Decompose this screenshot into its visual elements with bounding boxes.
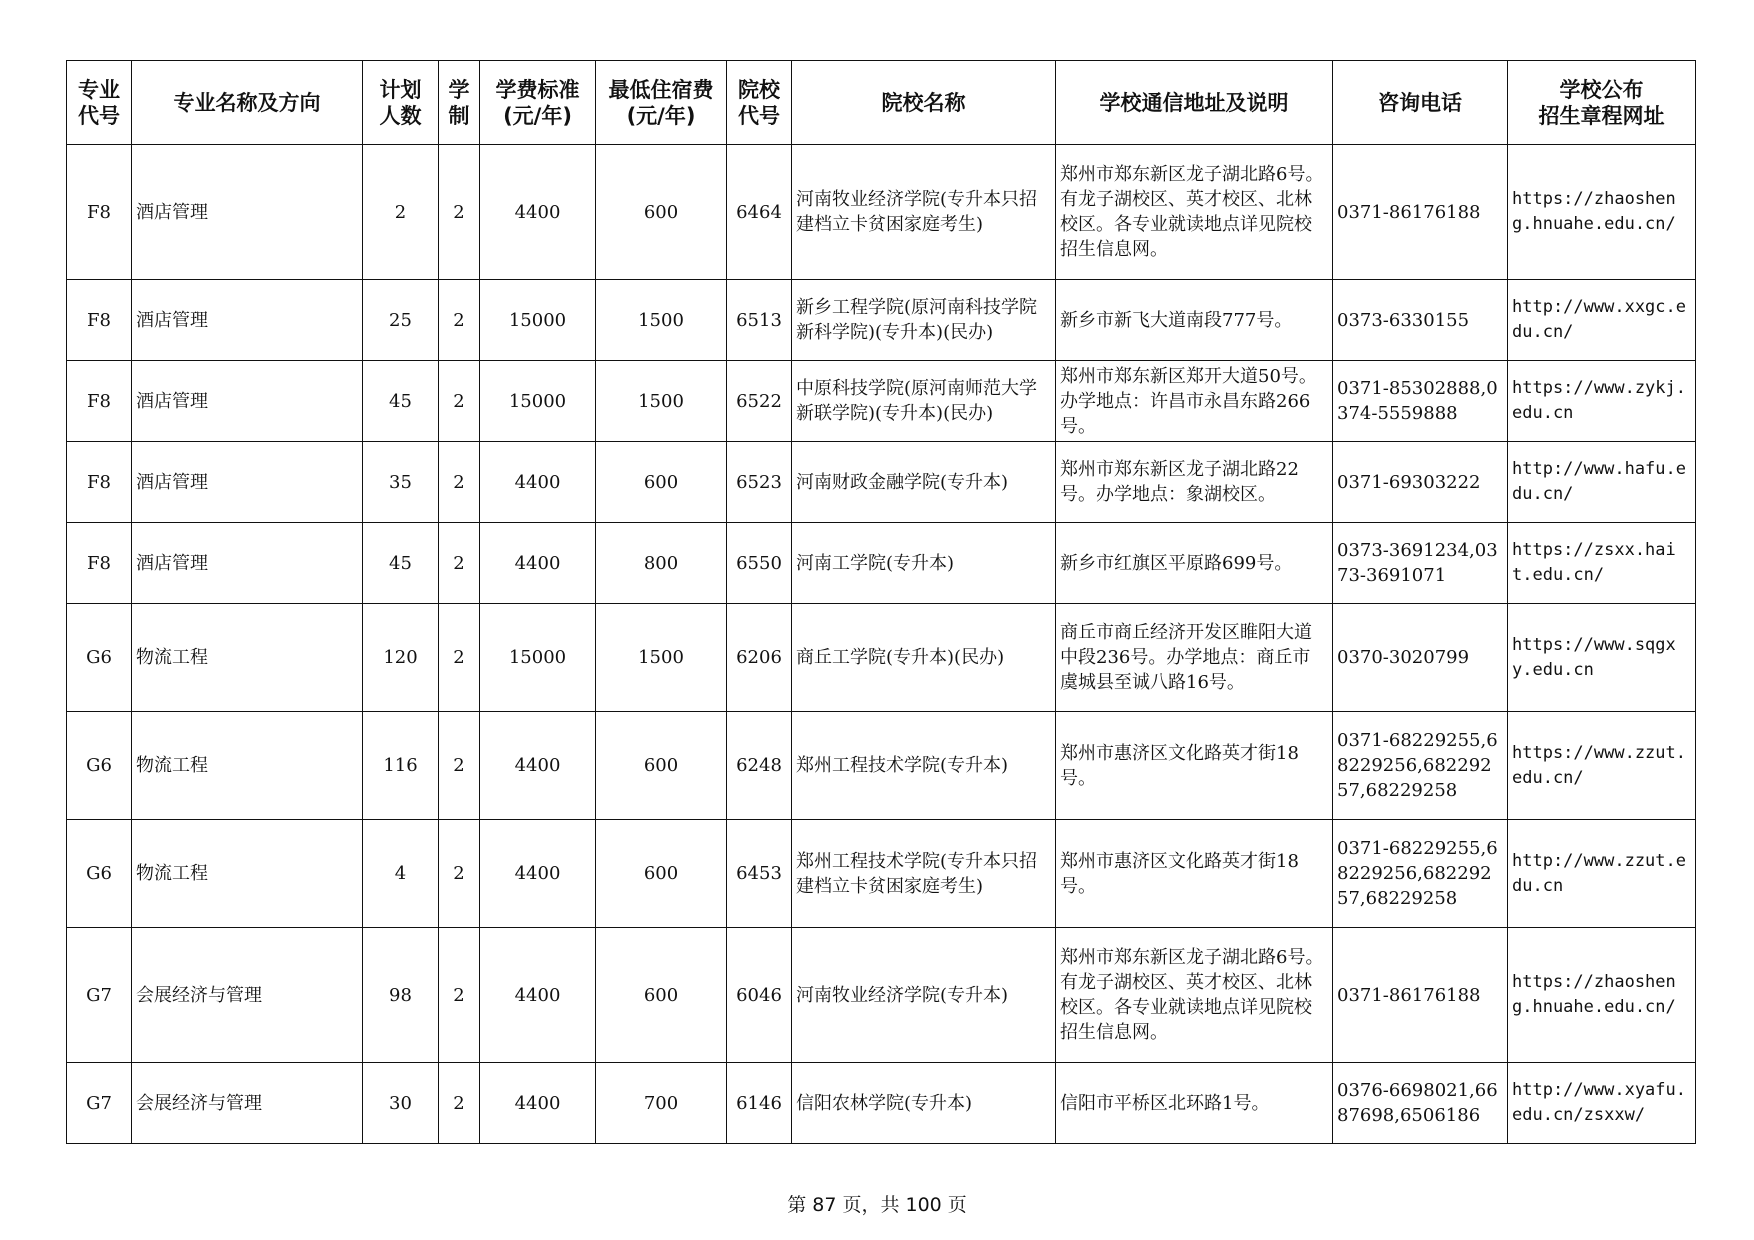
- cell-major-code: F8: [67, 280, 132, 361]
- cell-school-name: 河南财政金融学院(专升本): [792, 442, 1056, 523]
- cell-school-code: 6464: [727, 145, 792, 280]
- header-school-name: 院校名称: [792, 61, 1056, 145]
- table-header-row: [67, 61, 1696, 145]
- cell-plan-count: 4: [363, 820, 439, 928]
- cell-school-code: 6453: [727, 820, 792, 928]
- cell-address: 郑州市惠济区文化路英才街18号。: [1056, 820, 1333, 928]
- cell-major-code: F8: [67, 145, 132, 280]
- cell-address: 郑州市郑东新区龙子湖北路6号。有龙子湖校区、英才校区、北林校区。各专业就读地点详见院校招生信息网。: [1056, 145, 1333, 280]
- cell-school-name: 信阳农林学院(专升本): [792, 1063, 1056, 1144]
- cell-major-name: 物流工程: [132, 604, 363, 712]
- cell-school-code: 6248: [727, 712, 792, 820]
- cell-dorm-fee: 600: [596, 712, 727, 820]
- cell-plan-count: 116: [363, 712, 439, 820]
- cell-plan-count: 30: [363, 1063, 439, 1144]
- cell-major-name: 物流工程: [132, 712, 363, 820]
- cell-dorm-fee: 1500: [596, 361, 727, 442]
- header-tuition: 学费标准 (元/年): [480, 61, 596, 145]
- header-dorm-fee: 最低住宿费 (元/年): [596, 61, 727, 145]
- cell-phone: 0371-69303222: [1333, 442, 1508, 523]
- cell-url-link[interactable]: http://www.hafu.edu.cn/: [1508, 442, 1696, 523]
- header-phone: 咨询电话: [1333, 61, 1508, 145]
- cell-phone: 0373-3691234,0373-3691071: [1333, 523, 1508, 604]
- cell-school-code: 6513: [727, 280, 792, 361]
- cell-school-name: 商丘工学院(专升本)(民办): [792, 604, 1056, 712]
- cell-major-code: F8: [67, 442, 132, 523]
- header-url: 学校公布 招生章程网址: [1508, 61, 1696, 145]
- cell-phone: 0376-6698021,6687698,6506186: [1333, 1063, 1508, 1144]
- cell-major-name: 会展经济与管理: [132, 1063, 363, 1144]
- header-plan-count: 计划 人数: [363, 61, 439, 145]
- cell-years: 2: [439, 523, 480, 604]
- cell-url-link[interactable]: https://zhaosheng.hnuahe.edu.cn/: [1508, 145, 1696, 280]
- header-address: 学校通信地址及说明: [1056, 61, 1333, 145]
- cell-dorm-fee: 800: [596, 523, 727, 604]
- cell-major-name: 物流工程: [132, 820, 363, 928]
- cell-major-name: 酒店管理: [132, 442, 363, 523]
- cell-address: 郑州市郑东新区郑开大道50号。办学地点：许昌市永昌东路266号。: [1056, 361, 1333, 442]
- cell-school-name: 河南牧业经济学院(专升本): [792, 928, 1056, 1063]
- cell-tuition: 15000: [480, 361, 596, 442]
- table-row: [67, 523, 1696, 604]
- cell-school-code: 6523: [727, 442, 792, 523]
- cell-years: 2: [439, 361, 480, 442]
- cell-phone: 0373-6330155: [1333, 280, 1508, 361]
- cell-plan-count: 35: [363, 442, 439, 523]
- cell-phone: 0370-3020799: [1333, 604, 1508, 712]
- cell-url-link[interactable]: http://www.xyafu.edu.cn/zsxxw/: [1508, 1063, 1696, 1144]
- cell-tuition: 4400: [480, 523, 596, 604]
- cell-years: 2: [439, 604, 480, 712]
- cell-address: 信阳市平桥区北环路1号。: [1056, 1063, 1333, 1144]
- cell-address: 新乡市新飞大道南段777号。: [1056, 280, 1333, 361]
- table-row: [67, 604, 1696, 712]
- table-row: [67, 820, 1696, 928]
- cell-address: 郑州市郑东新区龙子湖北路6号。有龙子湖校区、英才校区、北林校区。各专业就读地点详见院校招生信息网。: [1056, 928, 1333, 1063]
- header-major-name: 专业名称及方向: [132, 61, 363, 145]
- cell-years: 2: [439, 442, 480, 523]
- cell-plan-count: 25: [363, 280, 439, 361]
- header-major-code: 专业 代号: [67, 61, 132, 145]
- cell-major-name: 会展经济与管理: [132, 928, 363, 1063]
- admission-table: [66, 60, 1696, 1144]
- cell-years: 2: [439, 145, 480, 280]
- cell-years: 2: [439, 820, 480, 928]
- cell-years: 2: [439, 712, 480, 820]
- cell-school-name: 新乡工程学院(原河南科技学院新科学院)(专升本)(民办): [792, 280, 1056, 361]
- page-footer: 第 87 页，共 100 页: [787, 1194, 967, 1216]
- cell-dorm-fee: 1500: [596, 280, 727, 361]
- cell-tuition: 15000: [480, 604, 596, 712]
- cell-plan-count: 2: [363, 145, 439, 280]
- cell-major-code: G6: [67, 820, 132, 928]
- cell-school-code: 6046: [727, 928, 792, 1063]
- cell-major-code: G6: [67, 712, 132, 820]
- cell-tuition: 4400: [480, 928, 596, 1063]
- cell-school-code: 6550: [727, 523, 792, 604]
- cell-tuition: 4400: [480, 820, 596, 928]
- cell-phone: 0371-68229255,68229256,68229257,68229258: [1333, 820, 1508, 928]
- table-row: [67, 280, 1696, 361]
- table-row: [67, 145, 1696, 280]
- cell-major-code: G7: [67, 1063, 132, 1144]
- cell-phone: 0371-68229255,68229256,68229257,68229258: [1333, 712, 1508, 820]
- cell-url-link[interactable]: https://zsxx.hait.edu.cn/: [1508, 523, 1696, 604]
- cell-url-link[interactable]: http://www.zzut.edu.cn: [1508, 820, 1696, 928]
- table-row: [67, 712, 1696, 820]
- cell-school-code: 6206: [727, 604, 792, 712]
- cell-major-name: 酒店管理: [132, 361, 363, 442]
- cell-url-link[interactable]: https://www.zykj.edu.cn: [1508, 361, 1696, 442]
- header-years: 学 制: [439, 61, 480, 145]
- table-row: [67, 442, 1696, 523]
- cell-major-code: G6: [67, 604, 132, 712]
- table-row: [67, 361, 1696, 442]
- header-school-code: 院校 代号: [727, 61, 792, 145]
- cell-tuition: 4400: [480, 442, 596, 523]
- cell-major-code: F8: [67, 523, 132, 604]
- cell-dorm-fee: 600: [596, 928, 727, 1063]
- cell-plan-count: 98: [363, 928, 439, 1063]
- cell-tuition: 4400: [480, 1063, 596, 1144]
- cell-dorm-fee: 700: [596, 1063, 727, 1144]
- cell-phone: 0371-85302888,0374-5559888: [1333, 361, 1508, 442]
- cell-major-code: F8: [67, 361, 132, 442]
- cell-address: 郑州市郑东新区龙子湖北路22号。办学地点：象湖校区。: [1056, 442, 1333, 523]
- cell-major-name: 酒店管理: [132, 280, 363, 361]
- cell-school-name: 中原科技学院(原河南师范大学新联学院)(专升本)(民办): [792, 361, 1056, 442]
- cell-school-code: 6522: [727, 361, 792, 442]
- cell-address: 新乡市红旗区平原路699号。: [1056, 523, 1333, 604]
- cell-url-link[interactable]: http://www.xxgc.edu.cn/: [1508, 280, 1696, 361]
- cell-plan-count: 120: [363, 604, 439, 712]
- cell-url-link[interactable]: https://www.zzut.edu.cn/: [1508, 712, 1696, 820]
- cell-plan-count: 45: [363, 523, 439, 604]
- cell-dorm-fee: 1500: [596, 604, 727, 712]
- cell-phone: 0371-86176188: [1333, 145, 1508, 280]
- table-row: [67, 1063, 1696, 1144]
- cell-major-name: 酒店管理: [132, 523, 363, 604]
- cell-school-code: 6146: [727, 1063, 792, 1144]
- cell-tuition: 4400: [480, 712, 596, 820]
- cell-school-name: 郑州工程技术学院(专升本): [792, 712, 1056, 820]
- cell-major-code: G7: [67, 928, 132, 1063]
- cell-years: 2: [439, 280, 480, 361]
- cell-years: 2: [439, 928, 480, 1063]
- cell-address: 商丘市商丘经济开发区睢阳大道中段236号。办学地点：商丘市虞城县至诚八路16号。: [1056, 604, 1333, 712]
- cell-dorm-fee: 600: [596, 820, 727, 928]
- cell-years: 2: [439, 1063, 480, 1144]
- cell-school-name: 河南工学院(专升本): [792, 523, 1056, 604]
- cell-school-name: 郑州工程技术学院(专升本只招建档立卡贫困家庭考生): [792, 820, 1056, 928]
- cell-dorm-fee: 600: [596, 145, 727, 280]
- cell-tuition: 15000: [480, 280, 596, 361]
- cell-address: 郑州市惠济区文化路英才街18号。: [1056, 712, 1333, 820]
- cell-dorm-fee: 600: [596, 442, 727, 523]
- cell-url-link[interactable]: https://zhaosheng.hnuahe.edu.cn/: [1508, 928, 1696, 1063]
- cell-school-name: 河南牧业经济学院(专升本只招建档立卡贫困家庭考生): [792, 145, 1056, 280]
- cell-major-name: 酒店管理: [132, 145, 363, 280]
- cell-url-link[interactable]: https://www.sqgxy.edu.cn: [1508, 604, 1696, 712]
- cell-tuition: 4400: [480, 145, 596, 280]
- table-row: [67, 928, 1696, 1063]
- cell-phone: 0371-86176188: [1333, 928, 1508, 1063]
- cell-plan-count: 45: [363, 361, 439, 442]
